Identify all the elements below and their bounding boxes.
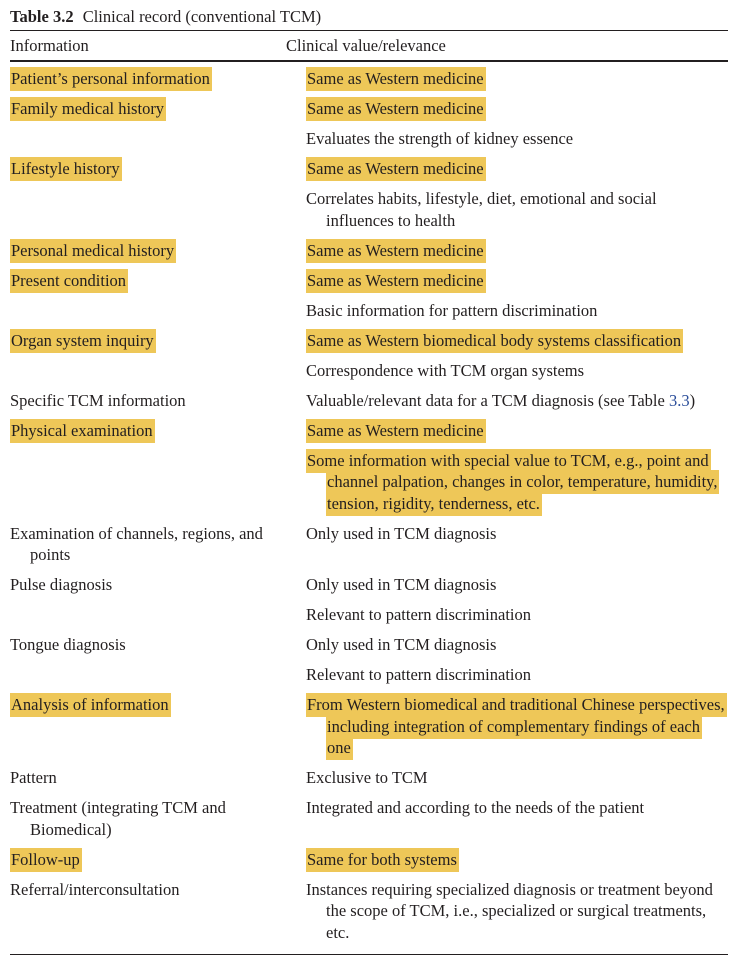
table-row <box>10 875 728 948</box>
highlighted-text: Same as Western medicine <box>306 419 486 443</box>
highlighted-text: Same for both systems <box>306 848 459 872</box>
header-clinical-value: Clinical value/relevance <box>286 36 446 55</box>
clinical-value-cell <box>306 446 728 519</box>
table-row <box>10 690 728 763</box>
table-row <box>10 124 728 154</box>
clinical-value-cell <box>306 660 728 690</box>
table-row <box>10 236 728 266</box>
table-row <box>10 296 728 326</box>
table-row <box>10 570 728 600</box>
highlighted-text: Physical examination <box>10 419 155 443</box>
clinical-value-cell <box>306 416 728 446</box>
table-row <box>10 184 728 236</box>
highlighted-text: Family medical history <box>10 97 166 121</box>
table-header <box>10 31 728 60</box>
table-row <box>10 266 728 296</box>
cell-text: Treatment (integrating TCM and Biomedical) <box>10 798 226 839</box>
cell-text: Basic information for pattern discrimination <box>306 300 598 320</box>
table-row <box>10 386 728 416</box>
clinical-value-cell <box>306 763 728 793</box>
clinical-value-cell <box>306 236 728 266</box>
information-cell <box>10 763 306 793</box>
highlighted-text: Same as Western biomedical body systems classification <box>306 329 683 353</box>
cell-text: Examination of channels, regions, and points <box>10 523 263 564</box>
information-cell <box>10 600 306 630</box>
information-cell <box>10 660 306 690</box>
clinical-value-cell <box>306 690 728 763</box>
table-title: Clinical record (conventional TCM) <box>82 7 322 26</box>
highlighted-text: Some information with special value to TCM, e.g., point and channel palpation, changes in color, temperature, humidity, tension, rigidity, tenderness, etc. <box>306 449 719 516</box>
highlighted-text: Lifestyle history <box>10 157 122 181</box>
highlighted-text: Personal medical history <box>10 239 176 263</box>
information-cell <box>10 845 306 875</box>
highlighted-text: Patient’s personal information <box>10 67 212 91</box>
highlighted-text: Same as Western medicine <box>306 269 486 293</box>
cell-text: Valuable/relevant data for a TCM diagnosis (see Table <box>306 390 669 410</box>
cell-text: Only used in TCM diagnosis <box>306 575 497 594</box>
table-row <box>10 793 728 845</box>
clinical-value-cell <box>306 326 728 356</box>
information-cell <box>10 64 306 94</box>
information-cell <box>10 124 306 154</box>
table-row <box>10 600 728 630</box>
clinical-value-cell <box>306 296 728 326</box>
information-cell <box>10 690 306 763</box>
highlighted-text: Same as Western medicine <box>306 67 486 91</box>
information-cell <box>10 875 306 948</box>
table-row <box>10 446 728 519</box>
highlighted-text: From Western biomedical and traditional Chinese perspectives, including integration of complementary findings of each one <box>306 693 727 760</box>
clinical-value-cell <box>306 386 728 416</box>
clinical-value-cell <box>306 793 728 845</box>
cell-text: Correlates habits, lifestyle, diet, emotional and social influences to health <box>306 189 657 230</box>
clinical-value-cell <box>306 875 728 948</box>
cell-text: Instances requiring specialized diagnosis or treatment beyond the scope of TCM, i.e., specialized or surgical treatments, etc. <box>306 879 713 942</box>
clinical-value-cell <box>306 64 728 94</box>
information-cell <box>10 266 306 296</box>
information-cell <box>10 236 306 266</box>
table-row <box>10 64 728 94</box>
clinical-value-cell <box>306 154 728 184</box>
table-row <box>10 630 728 660</box>
clinical-value-cell <box>306 519 728 571</box>
highlighted-text: Organ system inquiry <box>10 329 156 353</box>
information-cell <box>10 356 306 386</box>
table-row <box>10 519 728 571</box>
table-caption <box>10 0 728 30</box>
clinical-value-cell <box>306 266 728 296</box>
clinical-value-cell <box>306 630 728 660</box>
table-row <box>10 845 728 875</box>
information-cell <box>10 570 306 600</box>
cell-text: Relevant to pattern discrimination <box>306 605 531 624</box>
clinical-value-cell <box>306 184 728 236</box>
highlighted-text: Follow-up <box>10 848 82 872</box>
clinical-value-cell <box>306 124 728 154</box>
cell-text: Integrated and according to the needs of the patient <box>306 798 645 817</box>
information-cell <box>10 326 306 356</box>
information-cell <box>10 94 306 124</box>
information-cell <box>10 154 306 184</box>
clinical-value-cell <box>306 356 728 386</box>
information-cell <box>10 184 306 236</box>
cell-text: Pattern <box>10 768 57 787</box>
header-information: Information <box>10 36 89 55</box>
bottom-rule <box>10 954 728 955</box>
cell-text: Tongue diagnosis <box>10 635 126 654</box>
information-cell <box>10 296 306 326</box>
information-cell <box>10 519 306 571</box>
highlighted-text: Present condition <box>10 269 128 293</box>
table-row <box>10 154 728 184</box>
table-row <box>10 416 728 446</box>
clinical-value-cell <box>306 570 728 600</box>
table-reference-link[interactable]: 3.3 <box>668 390 690 410</box>
highlighted-text: Same as Western medicine <box>306 97 486 121</box>
cell-text: Correspondence with TCM organ systems <box>306 360 585 380</box>
highlighted-text: Same as Western medicine <box>306 157 486 181</box>
clinical-value-cell <box>306 94 728 124</box>
highlighted-text: Analysis of information <box>10 693 171 717</box>
table-label: Table 3.2 <box>10 7 74 26</box>
table-row <box>10 94 728 124</box>
cell-text-suffix: ) <box>689 390 696 410</box>
cell-text: Exclusive to TCM <box>306 768 428 787</box>
cell-text: Referral/interconsultation <box>10 879 180 899</box>
information-cell <box>10 416 306 446</box>
table-body <box>10 62 728 948</box>
table-row <box>10 356 728 386</box>
table-row <box>10 763 728 793</box>
cell-text: Only used in TCM diagnosis <box>306 635 497 654</box>
clinical-value-cell <box>306 845 728 875</box>
information-cell <box>10 446 306 519</box>
information-cell <box>10 793 306 845</box>
cell-text: Pulse diagnosis <box>10 575 113 594</box>
information-cell <box>10 386 306 416</box>
cell-text: Relevant to pattern discrimination <box>306 665 531 684</box>
clinical-value-cell <box>306 600 728 630</box>
table-row <box>10 660 728 690</box>
table-row <box>10 326 728 356</box>
information-cell <box>10 630 306 660</box>
highlighted-text: Same as Western medicine <box>306 239 486 263</box>
cell-text: Specific TCM information <box>10 390 186 410</box>
cell-text: Only used in TCM diagnosis <box>306 523 497 543</box>
cell-text: Evaluates the strength of kidney essence <box>306 129 574 148</box>
